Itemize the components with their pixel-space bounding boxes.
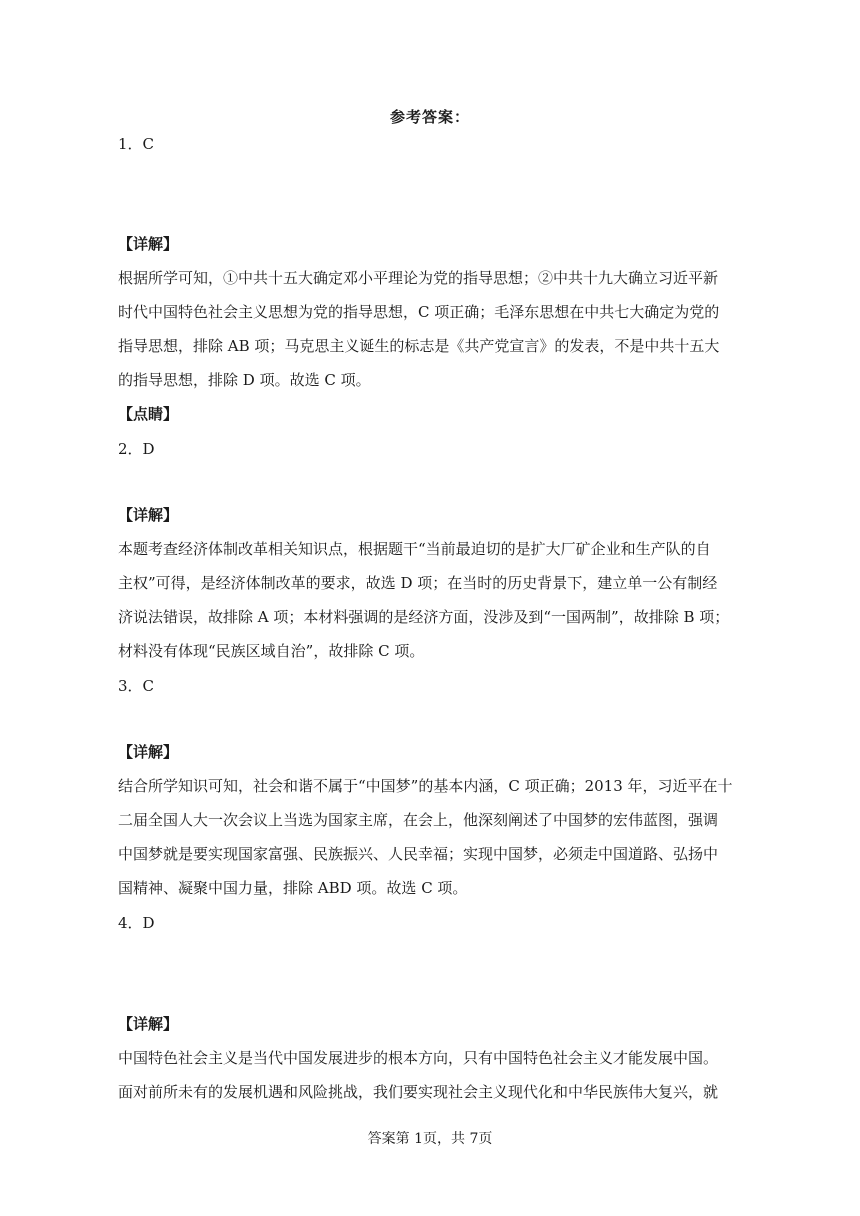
comment-label-1: 【点睛】 [118,405,179,423]
explanation-2-line-4: 材料没有体现“民族区域自治”，故排除 C 项。 [118,642,425,660]
explanation-3-line-1: 结合所学知识可知，社会和谐不属于“中国梦”的基本内涵，C 项正确；2013 年，习近平在十 [118,777,733,795]
explanation-1-line-2: 时代中国特色社会主义思想为党的指导思想，C 项正确；毛泽东思想在中共七大确定为党的 [118,303,720,321]
detail-label-1: 【详解】 [118,235,179,253]
page-title: 参考答案： [389,108,470,126]
explanation-3-line-3: 中国梦就是要实现国家富强、民族振兴、人民幸福；实现中国梦，必须走中国道路、弘扬中 [118,845,719,863]
detail-label-2: 【详解】 [118,506,179,524]
explanation-1-line-3: 指导思想，排除 AB 项；马克思主义诞生的标志是《共产党宣言》的发表，不是中共十五大 [118,337,720,355]
explanation-2-line-2: 主权”可得，是经济体制改革的要求，故选 D 项；在当时的历史背景下，建立单一公有制经 [118,574,718,592]
explanation-3-line-4: 国精神、凝聚中国力量，排除 ABD 项。故选 C 项。 [118,879,468,897]
explanation-1-line-4: 的指导思想，排除 D 项。故选 C 项。 [118,371,371,389]
explanation-4-line-1: 中国特色社会主义是当代中国发展进步的根本方向，只有中国特色社会主义才能发展中国。 [118,1049,719,1067]
page-footer: 答案第 1页，共 7页 [367,1131,493,1147]
detail-label-3: 【详解】 [118,743,179,761]
explanation-4-line-2: 面对前所未有的发展机遇和风险挑战，我们要实现社会主义现代化和中华民族伟大复兴，就 [118,1083,719,1101]
answer-3: 3．C [118,677,155,695]
explanation-3-line-2: 二届全国人大一次会议上当选为国家主席，在会上，他深刻阐述了中国梦的宏伟蓝图，强调 [118,811,719,829]
explanation-2-line-1: 本题考查经济体制改革相关知识点，根据题干“当前最迫切的是扩大厂矿企业和生产队的自 [118,540,711,558]
answer-2: 2．D [118,440,155,458]
explanation-2-line-3: 济说法错误，故排除 A 项；本材料强调的是经济方面，没涉及到“一国两制”，故排除 B 项； [118,608,730,626]
answer-1: 1．C [118,135,155,153]
explanation-1-line-1: 根据所学可知，①中共十五大确定邓小平理论为党的指导思想；②中共十九大确立习近平新 [118,269,719,287]
detail-label-4: 【详解】 [118,1015,179,1033]
answer-4: 4．D [118,914,155,932]
